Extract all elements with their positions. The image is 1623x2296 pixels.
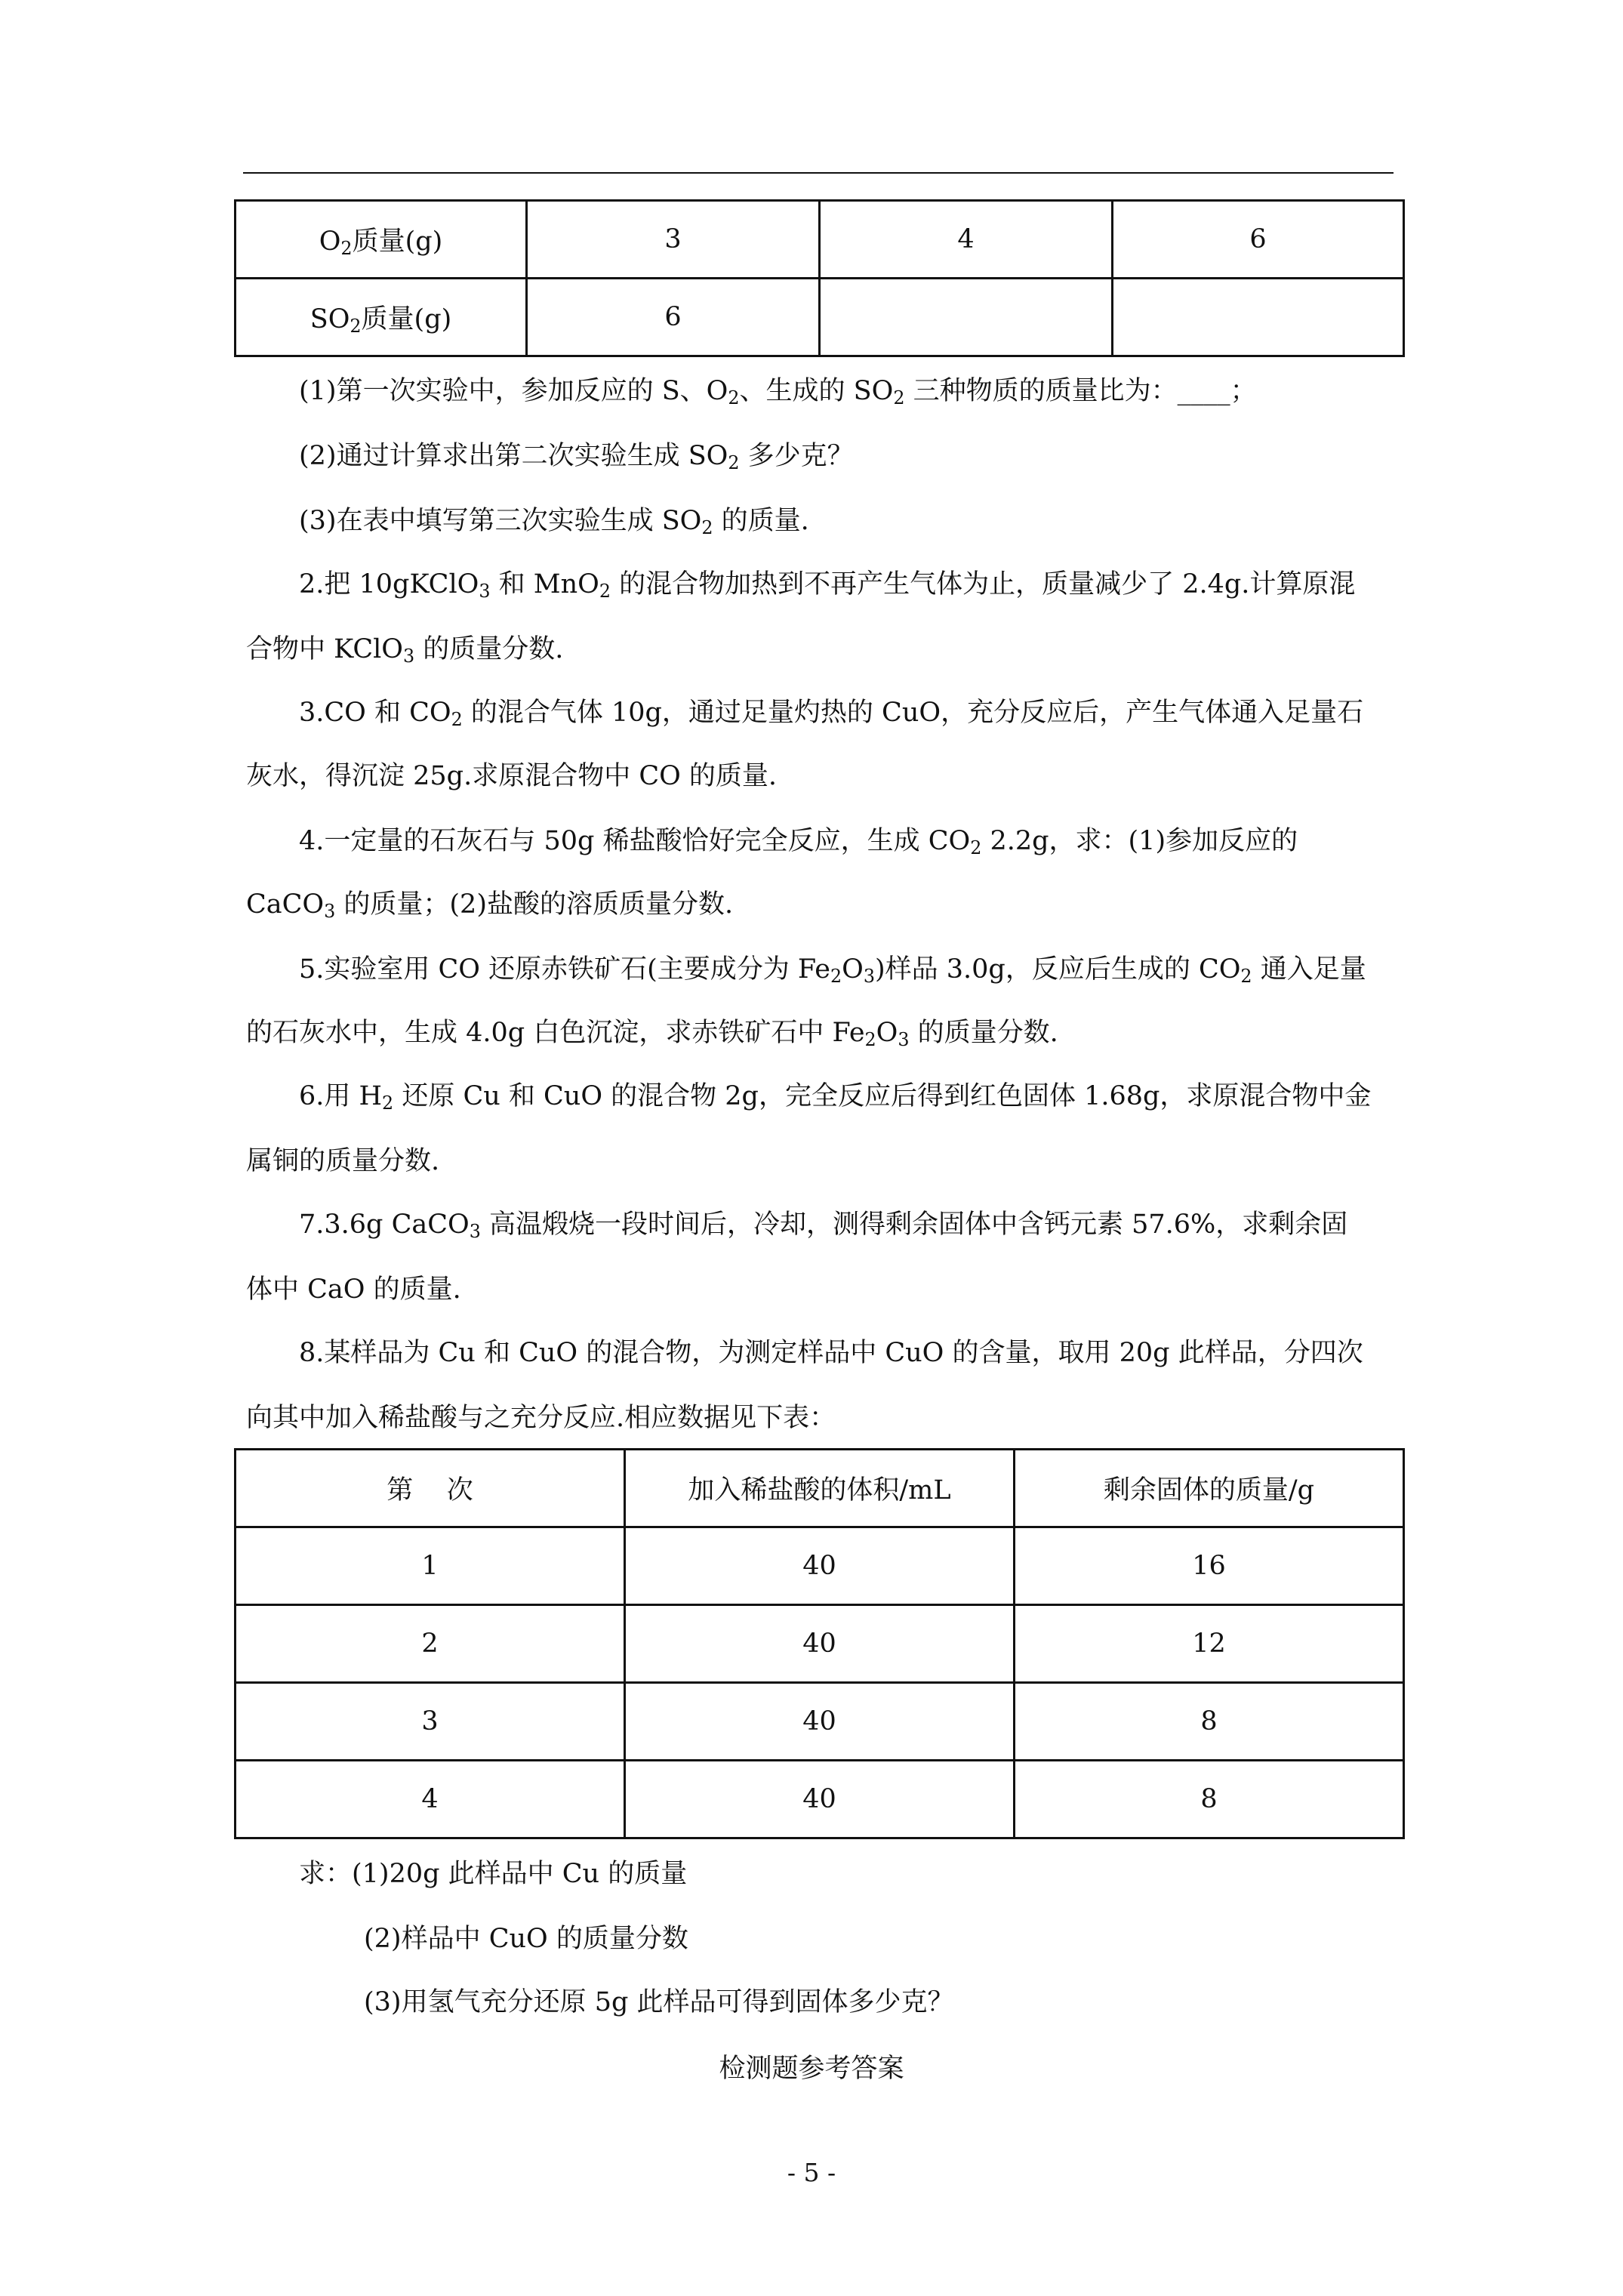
ask-line-3: (3)用氢气充分还原 5g 此样品可得到固体多少克？ [364,1987,954,2017]
question-7-line-1: 7.3.6g CaCO$_3$ 高温煅烧一段时间后，冷却，测得剩余固体中含钙元素 57.6%，求剩余固 [299,1210,1348,1242]
table-cell: 8 [1015,1683,1404,1761]
question-6-line-2: 属铜的质量分数. [246,1146,440,1176]
question-1-part-2: (2)通过计算求出第二次实验生成 $SO_2$ 多少克？ [299,441,854,473]
table-row [236,1761,1404,1838]
table-cell: 12 [1015,1605,1404,1683]
question-2-line-1: 2.把 10gKClO$_3$ 和 MnO$_2$ 的混合物加热到不再产生气体为止，质量减少了 2.4g.计算原混 [299,569,1356,602]
table-cell: 4 [236,1761,625,1838]
question-6-line-1: 6.用 $H_2$ 还原 Cu 和 CuO 的混合物 2g，完全反应后得到红色固体 1.68g，求原混合物中金 [299,1081,1372,1114]
table-row [236,1683,1404,1761]
table-cell [1113,279,1404,356]
table-cell: 40 [625,1761,1015,1838]
header-rule [243,172,1394,174]
question-1-part-3: (3)在表中填写第三次实验生成 $SO_2$ 的质量. [299,506,809,538]
ask-line-2: (2)样品中 CuO 的质量分数 [364,1924,688,1954]
question-4-line-1: 4.一定量的石灰石与 50g 稀盐酸恰好完全反应，生成 $CO_2$ 2.2g，求：(1)参加反应的 [299,826,1298,858]
table-cell: 40 [625,1605,1015,1683]
table-cell: 1 [236,1527,625,1605]
ask-line-1: 求：(1)20g 此样品中 Cu 的质量 [299,1859,688,1889]
question-7-line-2: 体中 CaO 的质量. [246,1274,461,1305]
hydrochloric-acid-table [234,1448,1405,1839]
experiment-table [234,199,1405,357]
question-4-line-2: CaCO$_3$ 的质量；(2)盐酸的溶质质量分数. [246,889,734,922]
table-cell: 2 [236,1605,625,1683]
question-8-line-2: 向其中加入稀盐酸与之充分反应.相应数据见下表： [246,1403,836,1433]
table-header-row [236,1450,1404,1527]
table-row [236,1527,1404,1605]
table-cell: 8 [1015,1761,1404,1838]
column-header: 剩余固体的质量/g [1015,1450,1404,1527]
table-cell: 3 [527,201,820,279]
question-3-line-1: 3.CO 和 $CO_2$ 的混合气体 10g，通过足量灼热的 CuO，充分反应后，产生气体通入足量石 [299,698,1364,730]
row-label: $O_2$质量(g) [236,201,527,279]
question-3-line-2: 灰水，得沉淀 25g.求原混合物中 CO 的质量. [246,761,778,791]
question-5-line-2: 的石灰水中，生成 4.0g 白色沉淀，求赤铁矿石中 $Fe_2O_3$ 的质量分数. [246,1018,1058,1050]
table-cell: 3 [236,1683,625,1761]
table-cell: 6 [527,279,820,356]
column-header: 第 次 [236,1450,625,1527]
page-number: - 5 - [787,2158,836,2187]
table-row [236,1605,1404,1683]
question-5-line-1: 5.实验室用 CO 还原赤铁矿石(主要成分为 $Fe_2O_3$)样品 3.0g，反应后生成的 $CO_2$ 通入足量 [299,954,1366,987]
question-2-line-2: 合物中 KClO$_3$ 的质量分数. [246,634,564,667]
table-row [236,279,1404,356]
question-1-part-1: (1)第一次实验中，参加反应的 S、$O_2$、生成的 $SO_2$ 三种物质的质量比为：____； [299,376,1257,408]
table-cell: 4 [820,201,1113,279]
table-cell: 6 [1113,201,1404,279]
table-cell: 16 [1015,1527,1404,1605]
question-8-line-1: 8.某样品为 Cu 和 CuO 的混合物，为测定样品中 CuO 的含量，取用 20g 此样品，分四次 [299,1338,1363,1368]
answers-heading: 检测题参考答案 [719,2054,904,2084]
table-cell: 40 [625,1527,1015,1605]
table-row [236,201,1404,279]
row-label: $SO_2$质量(g) [236,279,527,356]
column-header: 加入稀盐酸的体积/mL [625,1450,1015,1527]
table-cell: 40 [625,1683,1015,1761]
table-cell [820,279,1113,356]
